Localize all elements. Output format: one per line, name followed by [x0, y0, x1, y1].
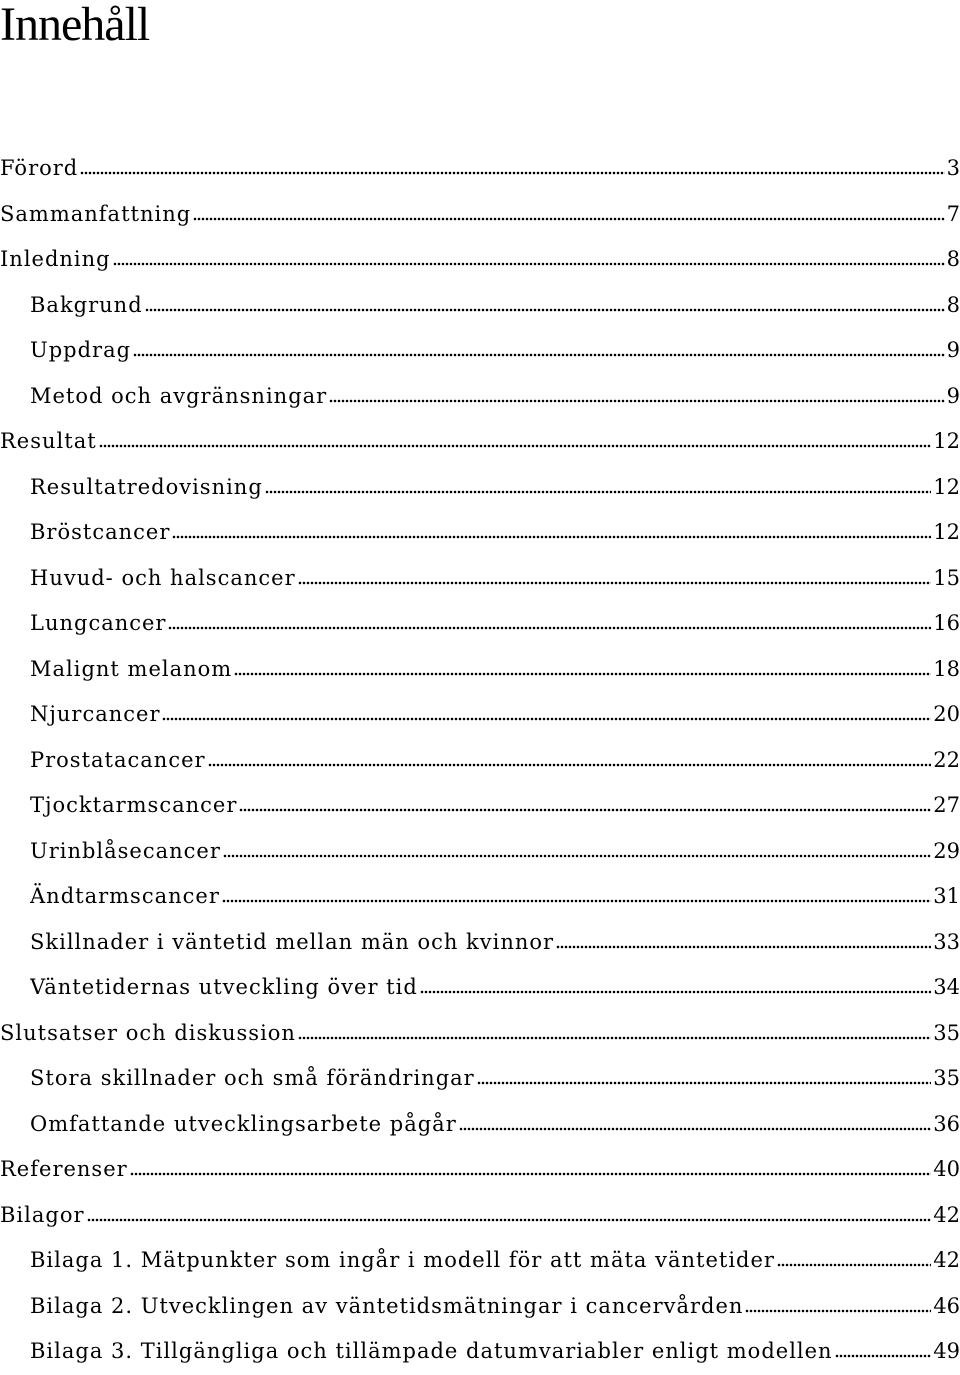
toc-entry-title: Bilaga 1. Mätpunkter som ingår i modell för att mäta väntetider	[30, 1248, 775, 1272]
toc-entry[interactable]	[0, 1329, 960, 1375]
dot-leader	[329, 399, 944, 403]
toc-entry-title: Huvud- och halscancer	[30, 565, 296, 590]
toc-entry[interactable]	[0, 1011, 960, 1057]
toc-entry-title: Njurcancer	[30, 702, 161, 726]
toc-entry-page-number: 40	[933, 1157, 960, 1181]
toc-entry[interactable]	[0, 1147, 960, 1193]
page-title: Innehåll	[0, 0, 150, 51]
toc-entry-page-number: 49	[933, 1339, 960, 1363]
toc-entry[interactable]	[0, 920, 960, 966]
toc-entry-page-number: 42	[933, 1202, 960, 1227]
toc-entry[interactable]	[0, 738, 960, 784]
dot-leader	[223, 854, 931, 858]
dot-leader	[420, 990, 931, 994]
toc-entry[interactable]	[0, 192, 960, 238]
toc-entry-page-number: 12	[933, 474, 960, 499]
toc-entry-title: Prostatacancer	[30, 747, 206, 772]
dot-leader	[130, 1172, 932, 1176]
toc-entry-title: Ändtarmscancer	[30, 884, 220, 908]
toc-entry-page-number: 8	[946, 292, 960, 317]
toc-entry-page-number: 12	[933, 520, 960, 544]
toc-entry-title: Resultat	[0, 429, 97, 453]
toc-entry[interactable]	[0, 1056, 960, 1102]
toc-entry[interactable]	[0, 601, 960, 647]
toc-entry-title: Sammanfattning	[0, 201, 192, 226]
toc-entry[interactable]	[0, 237, 960, 283]
toc-entry[interactable]	[0, 328, 960, 374]
toc-entry-page-number: 35	[933, 1020, 960, 1045]
toc-entry-page-number: 27	[933, 793, 960, 817]
toc-entry[interactable]	[0, 874, 960, 920]
toc-entry[interactable]	[0, 556, 960, 602]
toc-entry-page-number: 34	[933, 975, 960, 999]
toc-entry-page-number: 12	[933, 429, 960, 453]
dot-leader	[298, 581, 932, 585]
dot-leader	[477, 1081, 932, 1085]
toc-entry-title: Bröstcancer	[30, 520, 171, 544]
dot-leader	[265, 490, 931, 494]
toc-entry-title: Inledning	[0, 247, 111, 271]
toc-entry-page-number: 9	[946, 338, 960, 362]
toc-entry-title: Förord	[0, 156, 79, 180]
toc-entry-title: Bilagor	[0, 1202, 85, 1227]
toc-entry-title: Bilaga 2. Utvecklingen av väntetidsmätningar i cancervården	[30, 1293, 744, 1318]
dot-leader	[234, 672, 931, 676]
toc-entry-page-number: 46	[933, 1293, 960, 1318]
toc-entry-title: Skillnader i väntetid mellan män och kvinnor	[30, 929, 555, 954]
toc-entry-page-number: 7	[946, 201, 960, 226]
dot-leader	[133, 353, 945, 357]
toc-entry-title: Bilaga 3. Tillgängliga och tillämpade datumvariabler enligt modellen	[30, 1339, 833, 1363]
toc-entry[interactable]	[0, 647, 960, 693]
toc-entry-title: Stora skillnader och små förändringar	[30, 1066, 475, 1090]
toc-entry-title: Väntetidernas utveckling över tid	[30, 975, 418, 999]
toc-entry[interactable]	[0, 374, 960, 420]
toc-entry-title: Malignt melanom	[30, 656, 233, 681]
dot-leader	[168, 626, 931, 630]
toc-entry[interactable]	[0, 829, 960, 875]
toc-entry-page-number: 36	[933, 1111, 960, 1136]
dot-leader	[835, 1354, 932, 1358]
toc-entry-page-number: 9	[946, 383, 960, 408]
toc-entry-page-number: 8	[946, 247, 960, 271]
toc-entry[interactable]	[0, 419, 960, 465]
toc-entry-title: Slutsatser och diskussion	[0, 1020, 296, 1045]
dot-leader	[87, 1218, 932, 1222]
dot-leader	[208, 763, 932, 767]
toc-entry-title: Tjocktarmscancer	[30, 793, 238, 817]
dot-leader	[113, 262, 945, 266]
toc-entry[interactable]	[0, 146, 960, 192]
toc-entry-title: Omfattande utvecklingsarbete pågår	[30, 1111, 457, 1136]
dot-leader	[80, 171, 944, 175]
toc-entry-page-number: 3	[946, 156, 960, 180]
toc-entry-page-number: 16	[933, 611, 960, 635]
dot-leader	[239, 808, 931, 812]
toc-entry-page-number: 29	[933, 838, 960, 863]
dot-leader	[777, 1263, 931, 1267]
toc-entry[interactable]	[0, 965, 960, 1011]
toc-entry-page-number: 35	[933, 1066, 960, 1090]
toc-entry-title: Resultatredovisning	[30, 474, 263, 499]
toc-entry-title: Lungcancer	[30, 611, 167, 635]
toc-entry[interactable]	[0, 692, 960, 738]
toc-entry[interactable]	[0, 1102, 960, 1148]
toc-entry-title: Bakgrund	[30, 292, 143, 317]
toc-entry-title: Metod och avgränsningar	[30, 383, 328, 408]
dot-leader	[172, 535, 931, 539]
toc-entry-title: Urinblåsecancer	[30, 838, 221, 863]
dot-leader	[162, 717, 931, 721]
dot-leader	[222, 899, 931, 903]
dot-leader	[556, 945, 931, 949]
toc-entry[interactable]	[0, 783, 960, 829]
toc-entry-page-number: 22	[933, 747, 960, 772]
toc-entry-title: Uppdrag	[30, 338, 132, 362]
toc-entry-title: Referenser	[0, 1157, 128, 1181]
dot-leader	[193, 217, 944, 221]
dot-leader	[99, 444, 932, 448]
dot-leader	[298, 1036, 931, 1040]
toc-entry[interactable]	[0, 1284, 960, 1330]
toc-entry[interactable]	[0, 510, 960, 556]
toc-entry[interactable]	[0, 1193, 960, 1239]
toc-entry-page-number: 18	[933, 656, 960, 681]
dot-leader	[745, 1309, 931, 1313]
toc-entry[interactable]	[0, 283, 960, 329]
toc-entry-page-number: 42	[933, 1248, 960, 1272]
toc-entry-page-number: 15	[933, 565, 960, 590]
toc-entry-page-number: 20	[933, 702, 960, 726]
dot-leader	[459, 1127, 932, 1131]
toc-entry-page-number: 33	[933, 929, 960, 954]
toc-entry-page-number: 31	[933, 884, 960, 908]
toc-entry[interactable]	[0, 465, 960, 511]
table-of-contents	[0, 146, 960, 1375]
toc-entry[interactable]	[0, 1238, 960, 1284]
dot-leader	[145, 308, 945, 312]
